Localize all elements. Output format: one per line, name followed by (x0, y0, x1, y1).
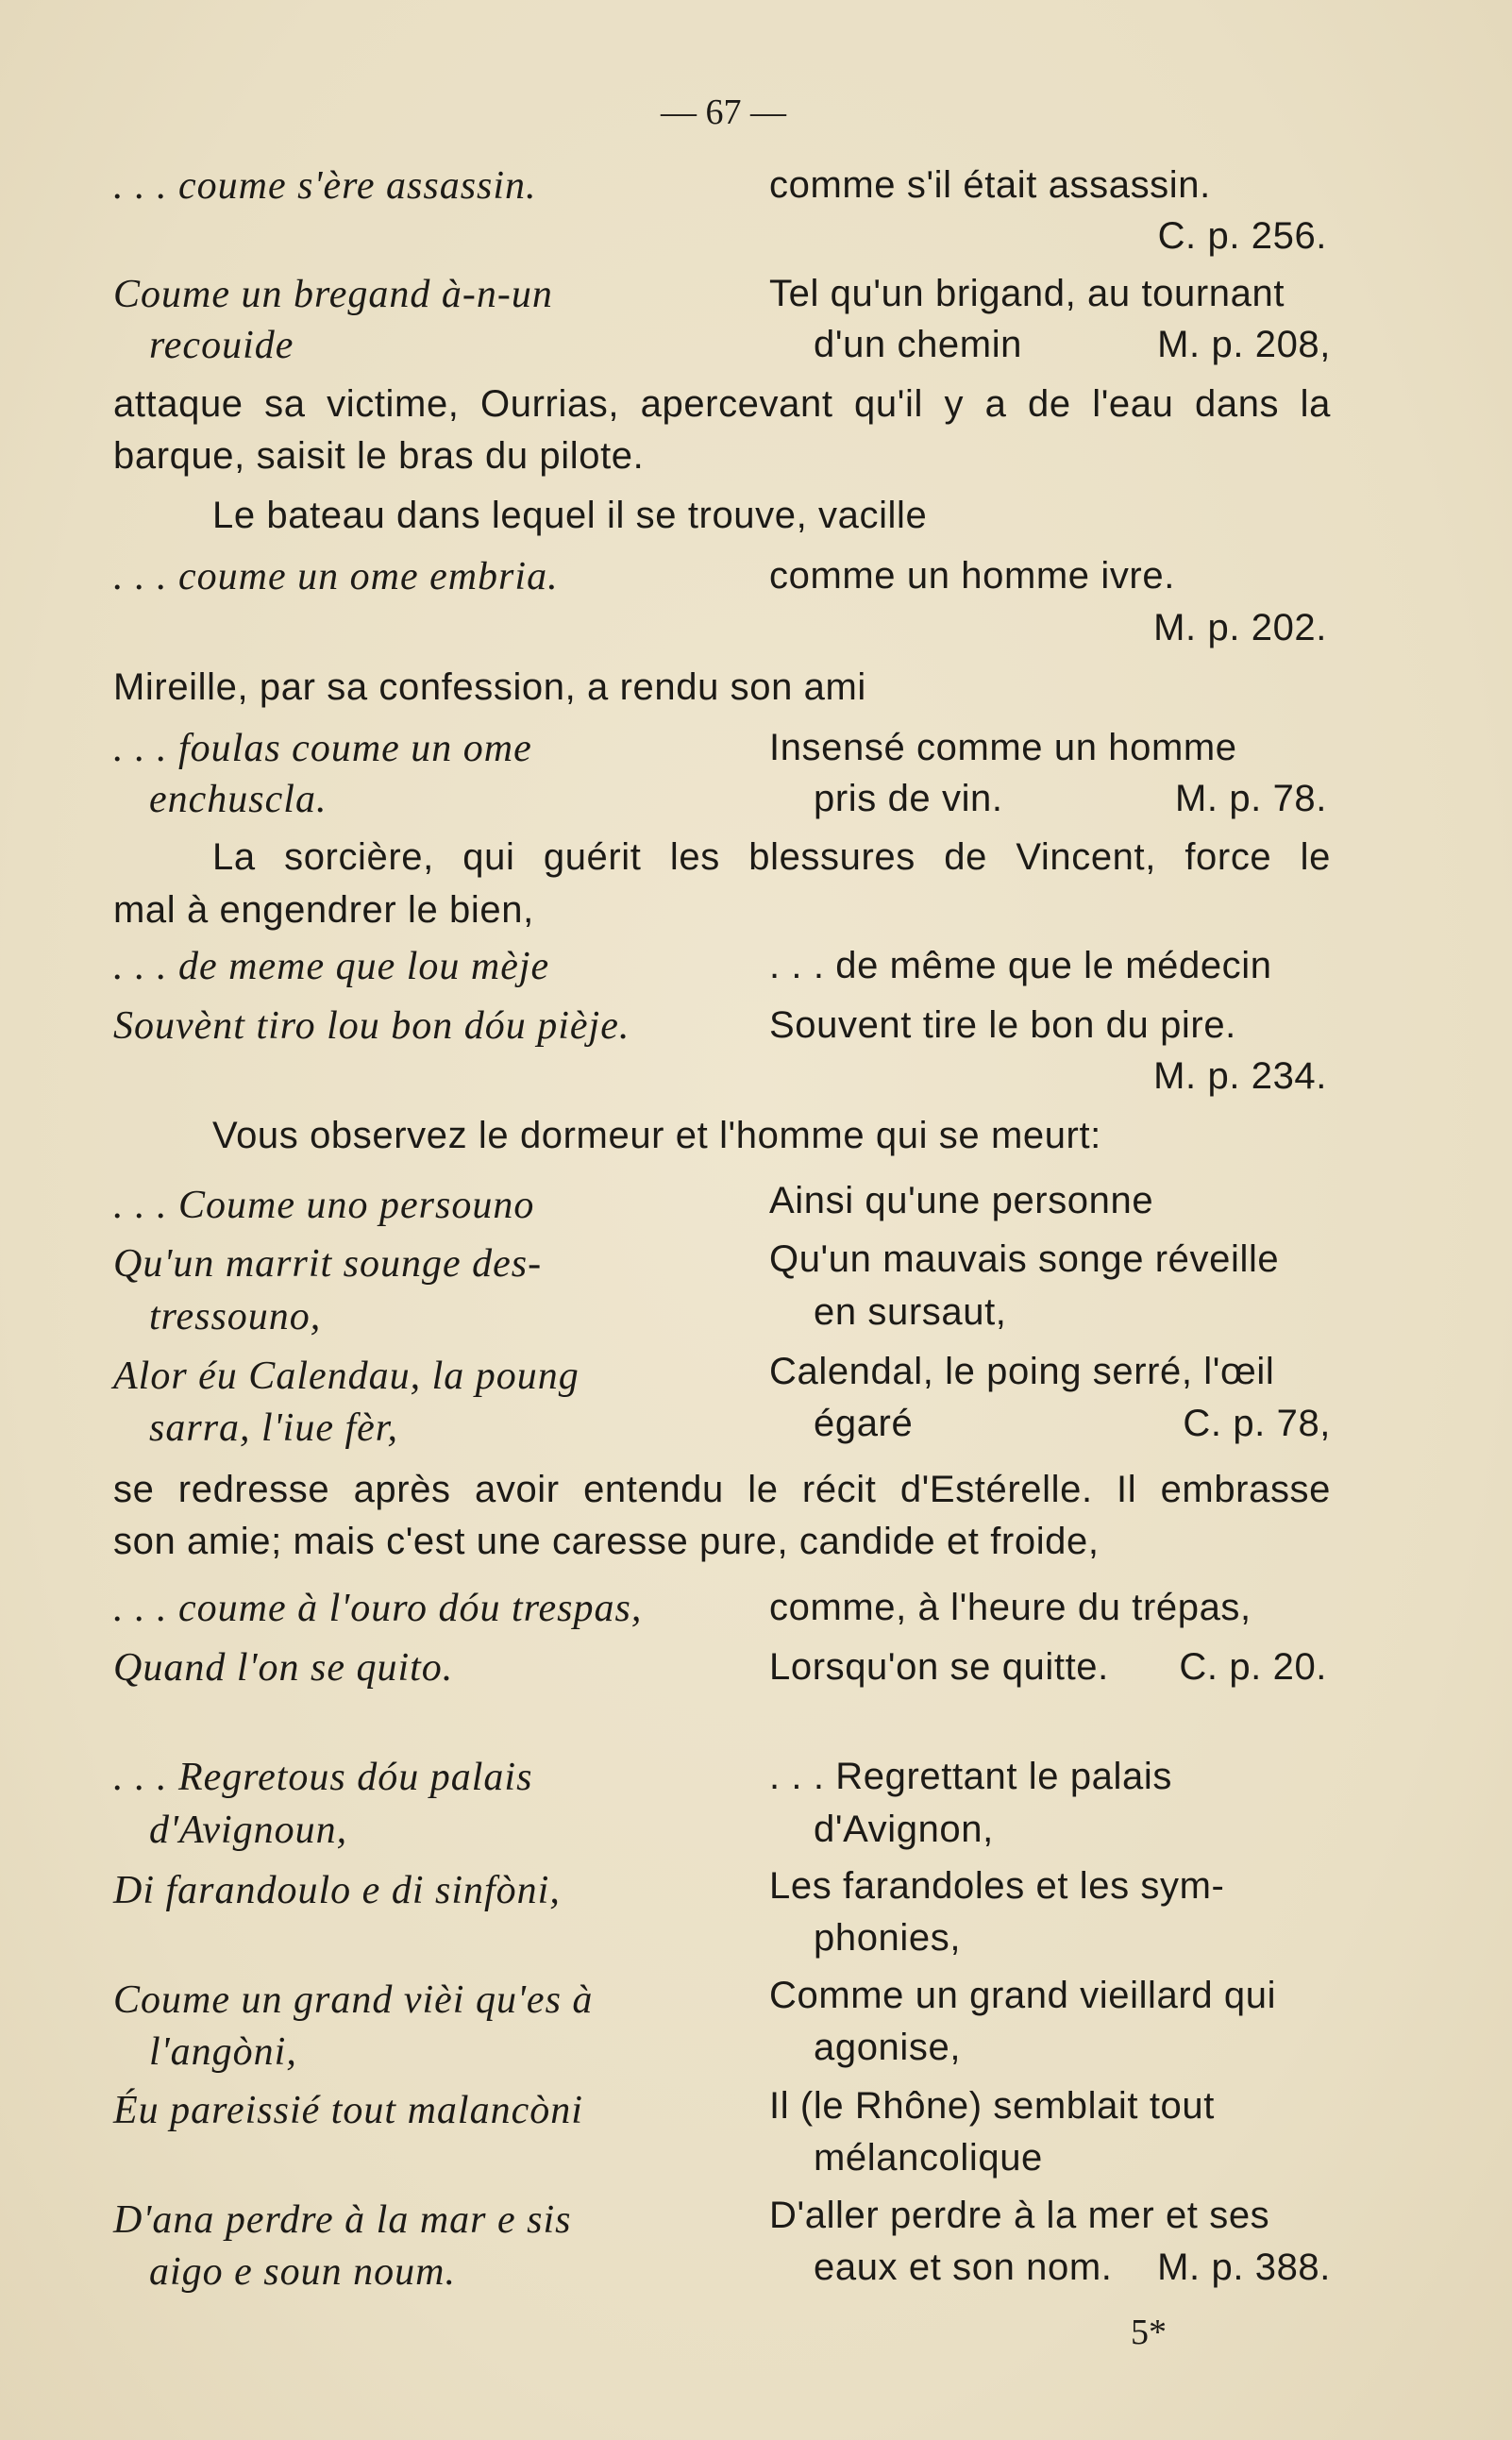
provencal-verse-line: . . . Coume uno persouno (113, 1184, 535, 1227)
provencal-verse-line: Coume un bregand à-n-un (113, 273, 553, 316)
provencal-verse-line: aigo e soun noum. (149, 2250, 456, 2294)
french-translation-line: Les farandoles et les sym- (769, 1865, 1225, 1907)
citation-reference: M. p. 208, (1157, 324, 1331, 365)
provencal-verse-line: Souvènt tiro lou bon dóu pièje. (113, 1004, 630, 1048)
provencal-verse-line: Di farandoulo e di sinfòni, (113, 1869, 561, 1912)
french-translation-line: agonise, (814, 2027, 962, 2068)
french-translation-line: mélancolique (814, 2137, 1043, 2179)
french-translation-line: comme, à l'heure du trépas, (769, 1587, 1252, 1628)
provencal-verse-line: D'ana perdre à la mar e sis (113, 2198, 572, 2242)
citation-reference: C. p. 256. (1157, 215, 1327, 257)
french-translation-line: Souvent tire le bon du pire. (769, 1004, 1236, 1046)
prose-line: Le bateau dans lequel il se trouve, vacille (212, 495, 928, 536)
french-translation-line: comme s'il était assassin. (769, 164, 1211, 206)
provencal-verse-line: tressouno, (149, 1295, 322, 1338)
prose-line: son amie; mais c'est une caresse pure, candide et froide, (113, 1521, 1100, 1562)
provencal-verse-line: . . . de meme que lou mèje (113, 945, 550, 988)
prose-line: La sorcière, qui guérit les blessures de Vincent, force le (212, 836, 1331, 878)
provencal-verse-line: Coume un grand vièi qu'es à (113, 1978, 594, 2022)
provencal-verse-line: . . . coume un ome embria. (113, 555, 559, 598)
citation-reference: C. p. 20. (1179, 1646, 1327, 1688)
prose-line: barque, saisit le bras du pilote. (113, 435, 645, 477)
french-translation-line: d'un chemin (814, 324, 1023, 365)
provencal-verse-line: d'Avignoun, (149, 1809, 348, 1852)
french-translation-line: égaré (814, 1403, 914, 1444)
provencal-verse-line: . . . coume s'ère assassin. (113, 164, 537, 208)
citation-reference: M. p. 202. (1153, 607, 1327, 648)
provencal-verse-line: enchuscla. (149, 778, 328, 821)
french-translation-line: Calendal, le poing serré, l'œil (769, 1351, 1275, 1392)
signature-mark: 5* (1131, 2313, 1167, 2352)
prose-line: mal à engendrer le bien, (113, 889, 534, 931)
citation-reference: M. p. 388. (1157, 2246, 1331, 2288)
citation-reference: C. p. 78, (1183, 1403, 1331, 1444)
prose-line: Mireille, par sa confession, a rendu son ami (113, 666, 866, 708)
french-translation-line: d'Avignon, (814, 1809, 994, 1850)
provencal-verse-line: . . . foulas coume un ome (113, 727, 532, 770)
french-translation-line: Qu'un mauvais songe réveille (769, 1238, 1280, 1280)
prose-line: attaque sa victime, Ourrias, apercevant qu'il y a de l'eau dans la (113, 383, 1331, 425)
provencal-verse-line: Éu pareissié tout malancòni (113, 2089, 583, 2132)
french-translation-line: D'aller perdre à la mer et ses (769, 2195, 1270, 2236)
provencal-verse-line: Qu'un marrit sounge des- (113, 1242, 543, 1286)
french-translation-line: comme un homme ivre. (769, 555, 1175, 597)
provencal-verse-line: Alor éu Calendau, la poung (113, 1355, 580, 1398)
prose-line: Vous observez le dormeur et l'homme qui se meurt: (212, 1115, 1101, 1156)
french-translation-line: pris de vin. (814, 778, 1003, 819)
provencal-verse-line: recouide (149, 324, 294, 367)
french-translation-line: eaux et son nom. (814, 2246, 1113, 2288)
french-translation-line: en sursaut, (814, 1291, 1007, 1333)
provencal-verse-line: . . . Regretous dóu palais (113, 1756, 533, 1799)
french-translation-line: Ainsi qu'une personne (769, 1180, 1154, 1221)
french-translation-line: Tel qu'un brigand, au tournant (769, 273, 1285, 314)
provencal-verse-line: Quand l'on se quito. (113, 1646, 454, 1690)
citation-reference: M. p. 234. (1153, 1055, 1327, 1097)
french-translation-line: phonies, (814, 1917, 962, 1959)
provencal-verse-line: . . . coume à l'ouro dóu trespas, (113, 1587, 643, 1630)
french-translation-line: Lorsqu'on se quitte. (769, 1646, 1109, 1688)
french-translation-line: Il (le Rhône) semblait tout (769, 2085, 1215, 2127)
page-number: — 67 — (661, 93, 786, 132)
citation-reference: M. p. 78. (1174, 778, 1327, 819)
provencal-verse-line: l'angòni, (149, 2030, 297, 2074)
french-translation-line: Comme un grand vieillard qui (769, 1975, 1277, 2016)
french-translation-line: . . . de même que le médecin (769, 945, 1272, 986)
provencal-verse-line: sarra, l'iue fèr, (149, 1406, 398, 1450)
prose-line: se redresse après avoir entendu le récit d'Estérelle. Il embrasse (113, 1469, 1331, 1510)
french-translation-line: . . . Regrettant le palais (769, 1756, 1172, 1797)
french-translation-line: Insensé comme un homme (769, 727, 1237, 768)
